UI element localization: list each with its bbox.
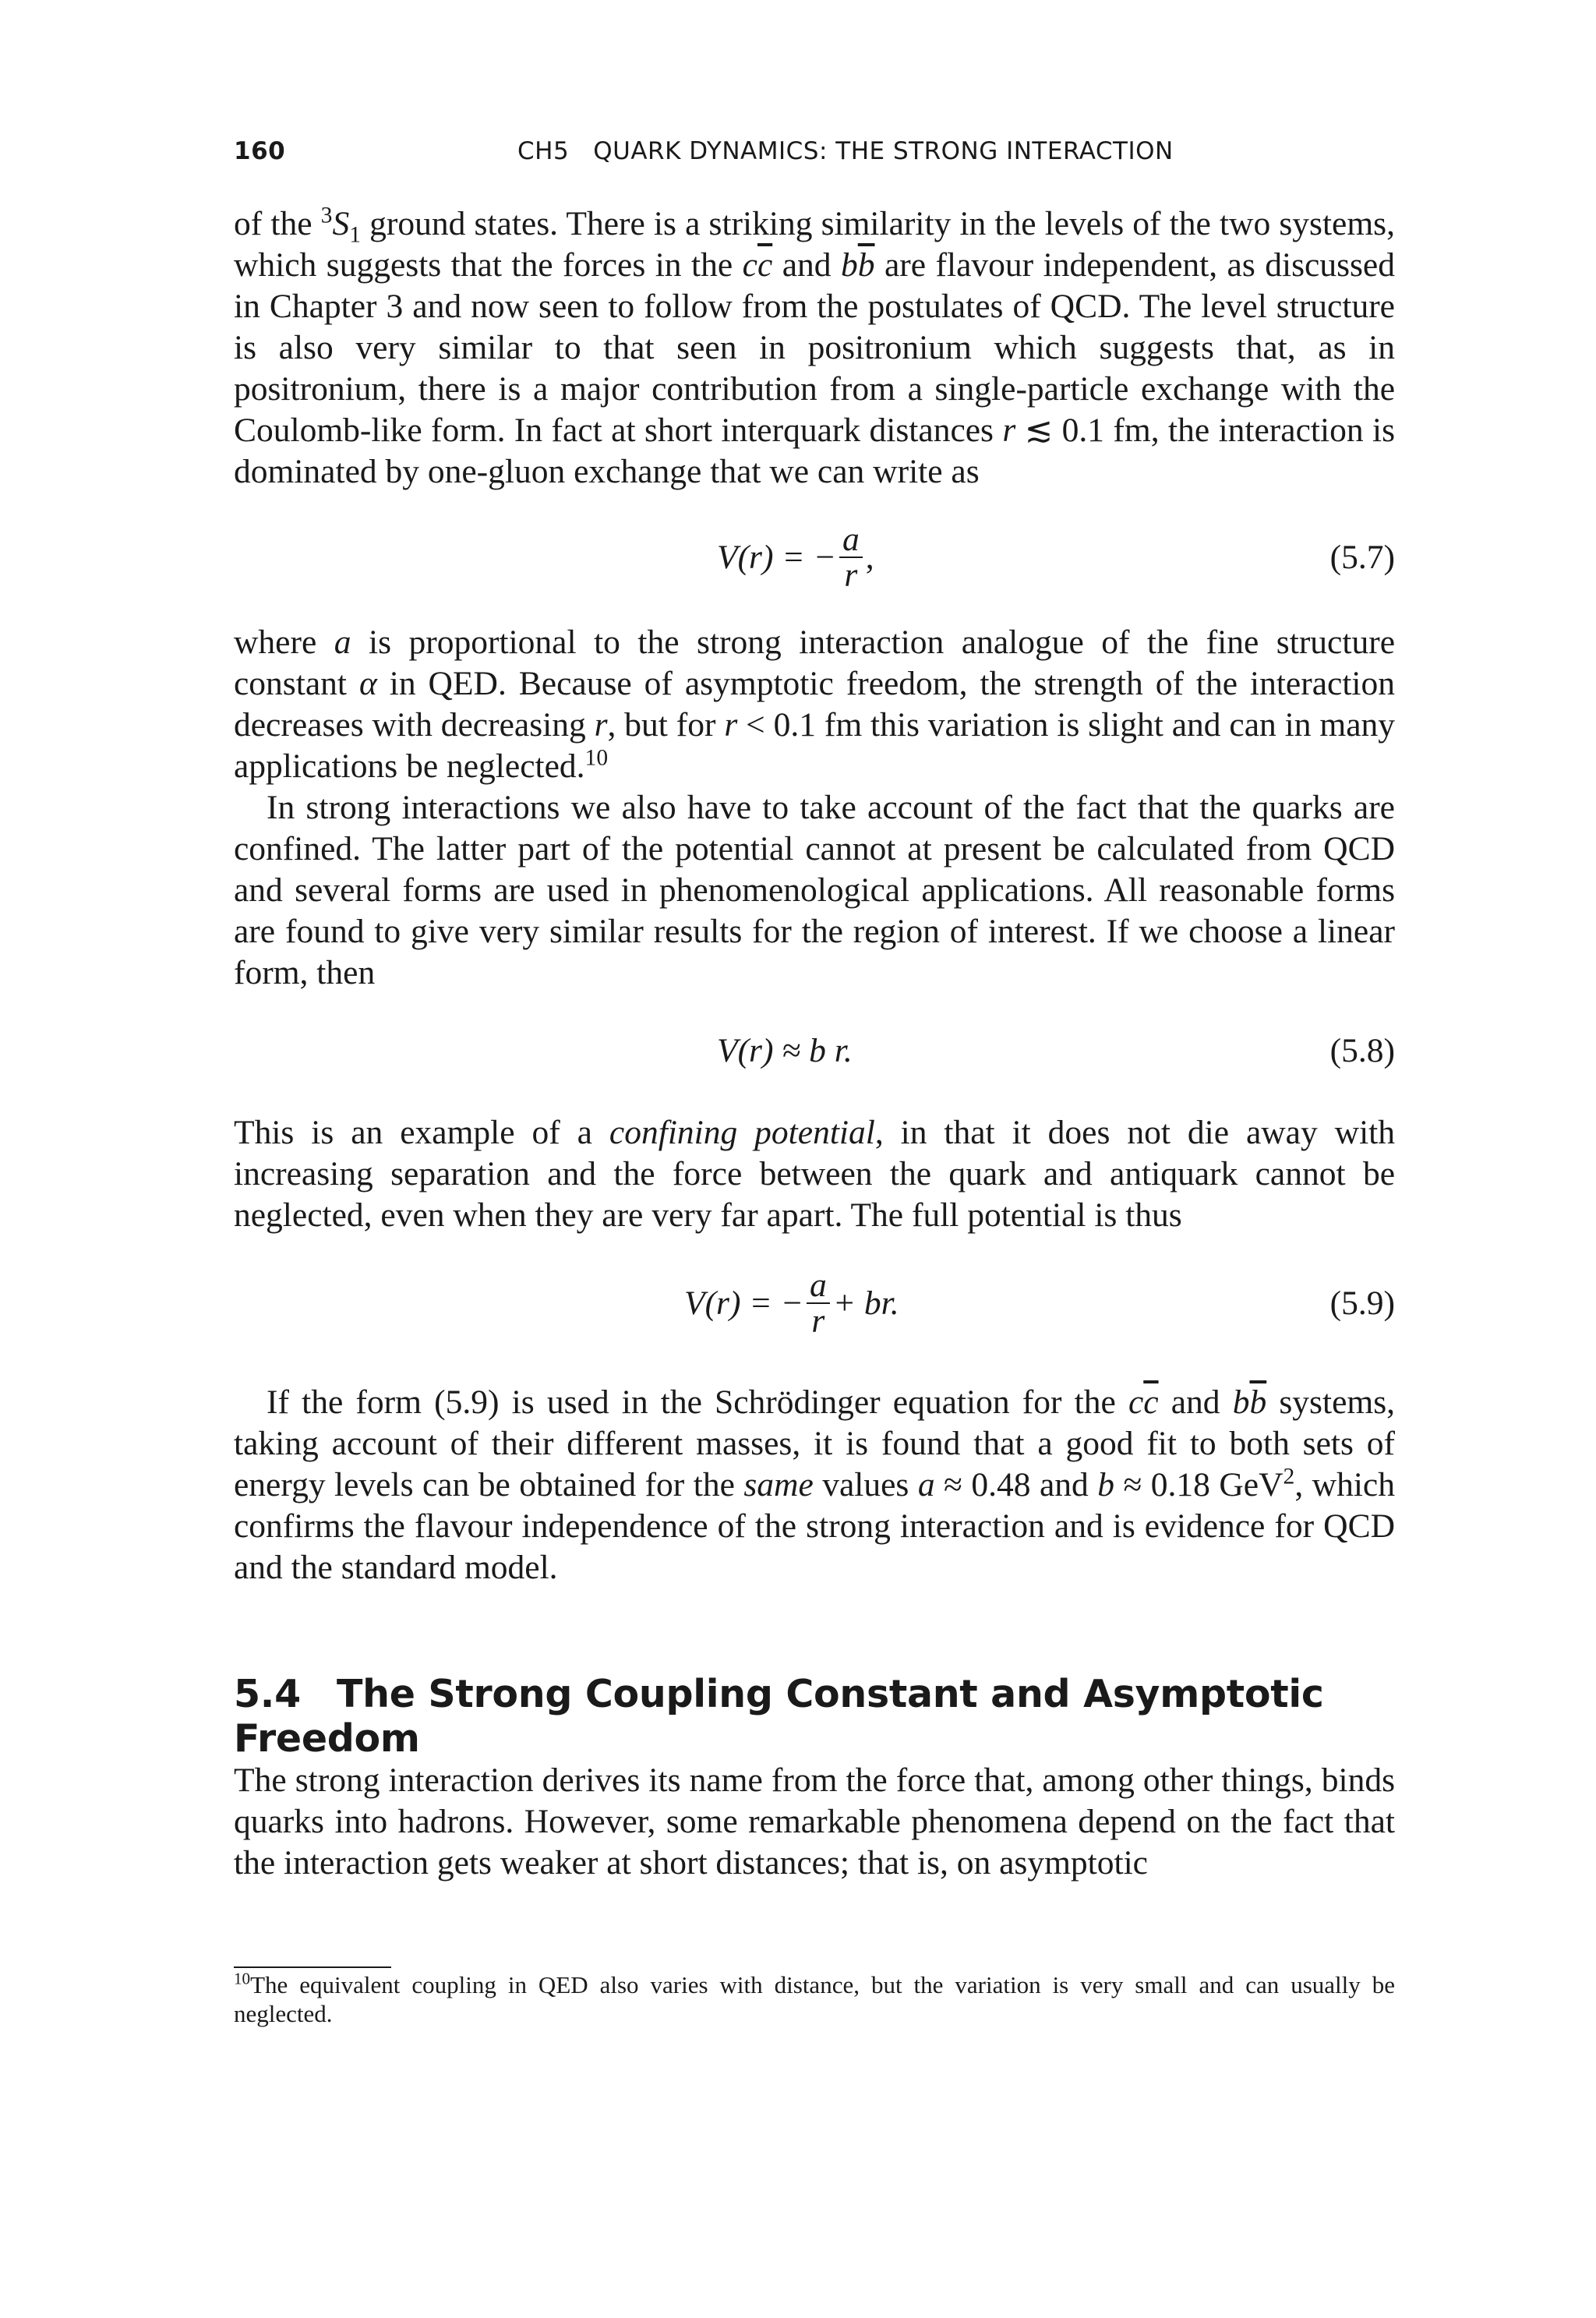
equation-label: (5.8) [1329,1032,1395,1069]
math-symbol: c [742,246,757,284]
text-run: ≈ 0.18 GeV [1114,1466,1284,1504]
paragraph-2 [234,622,1395,787]
paragraph-1 [234,203,1395,493]
equation-5-9 [234,1264,1395,1342]
text-run: , but for [607,706,725,744]
text-run: systems, taking account of their different masses, it is found that a good fit to both sets of energy levels can be obtained for the [234,1383,1396,1504]
text-run: , which confirms the flavour independence of the strong interaction and is evidence for QCD and the standard model. [234,1466,1395,1586]
footnote [234,1970,1395,2028]
paragraph-4 [234,1112,1395,1236]
paragraph-6 [234,1760,1395,1884]
equation-lhs: V(r) = − [684,1284,803,1322]
equation-tail: + br. [832,1284,899,1322]
text-run: and [772,246,841,284]
section-number: 5.4 [234,1672,301,1716]
fraction-numerator: a [807,1268,830,1304]
paragraph-3 [234,787,1395,994]
emphasis: same [743,1466,814,1504]
math-symbol: r [594,706,608,744]
math-symbol: r [724,706,738,744]
math-symbol-bar: $\overline{b}$ [1249,1383,1267,1421]
math-symbol: b [1232,1383,1250,1421]
fraction [839,522,863,592]
page-number: 160 [234,137,286,165]
text-run: ground states. There is a striking similarity in the levels of the two systems, which suggests that the forces in the [234,205,1395,284]
emphasis: confining potential [609,1114,875,1151]
paragraph-text: The strong interaction derives its name from the force that, among other things, binds quarks into hadrons. However, some remarkable phenomena depend on the fact that the interaction gets weaker at short distances; that is, on asymptotic [234,1761,1395,1882]
text-run: ≈ 0.48 and [934,1466,1098,1504]
text-run: < 0.1 fm this variation is slight and can in many applications be neglected. [234,706,1395,785]
fraction-denominator: r [811,1302,825,1340]
text-run: are flavour independent, as discussed in Chapter 3 and now seen to follow from the postulates of QCD. The level structure is also very similar to that seen in positronium which suggests that, as in positronium, there is a major contribution from a single-particle exchange with the Coulomb-like form. In fact at short interquark distances [234,246,1395,449]
text-run: , in that it does not die away with increasing separation and the force between the quark and antiquark cannot be neglected, even when they are very far apart. The full potential is thus [234,1114,1396,1234]
math-symbol-bar: $\overline{c}$ [757,246,773,284]
math-operator: ≲ [1015,412,1062,449]
math-symbol: c [1128,1383,1144,1421]
math-symbol: a [917,1466,935,1504]
equation-label: (5.7) [1329,539,1395,576]
section-title: The Strong Coupling Constant and Asymptotic Freedom [234,1672,1324,1761]
math-symbol: a [334,624,351,661]
math-symbol-bar: $\overline{c}$ [1143,1383,1159,1421]
footnote-number: 10 [234,1969,251,1988]
text-run: of the [234,205,321,242]
equation-label: (5.9) [1329,1284,1395,1322]
math-symbol-bar: $\overline{b}$ [857,246,875,284]
section-heading [234,1672,1395,1761]
math-symbol: r [1002,412,1016,449]
fraction-denominator: r [844,557,858,594]
equation-body: V(r) ≈ b r. [717,1032,853,1069]
text-run: where [234,624,334,661]
math-symbol: α [358,665,377,702]
math-symbol: b [841,246,858,284]
equation-lhs: V(r) = − [717,539,836,576]
fraction [807,1268,830,1338]
text-run: 0.1 fm, the interaction is dominated by one-gluon exchange that we can write as [234,412,1396,490]
paragraph-5 [234,1382,1395,1588]
text-run: This is an example of a [234,1114,609,1151]
math-symbol: b [1097,1466,1114,1504]
superscript: 3 [320,203,333,228]
text-run: and [1158,1383,1233,1421]
text-run: in QED. Because of asymptotic freedom, the strength of the interaction decreases with decreasing [234,665,1395,744]
text-run: is proportional to the strong interaction analogue of the fine structure constant [234,624,1395,702]
footnote-rule [234,1966,391,1968]
footnote-text: The equivalent coupling in QED also varies with distance, but the variation is very small and can usually be neglected. [234,1971,1395,2027]
footnote-ref: 10 [584,745,609,771]
math-symbol: S [332,205,350,242]
superscript: 2 [1283,1464,1295,1489]
running-title: CH5 QUARK DYNAMICS: THE STRONG INTERACTION [517,137,1174,165]
text-run: If the form (5.9) is used in the Schrödinger equation for the [267,1383,1128,1421]
fraction-numerator: a [839,522,863,558]
running-header [234,137,1395,175]
paragraph-text: In strong interactions we also have to take account of the fact that the quarks are confined. The latter part of the potential cannot at present be calculated from QCD and several forms are used in phenomenological applications. All reasonable forms are found to give very similar results for the region of interest. If we choose a linear form, then [234,789,1395,991]
subscript: 1 [349,222,361,248]
equation-5-8 [234,1012,1395,1090]
equation-5-7 [234,518,1395,596]
equation-tail: , [865,539,874,576]
text-run: values [813,1466,918,1504]
